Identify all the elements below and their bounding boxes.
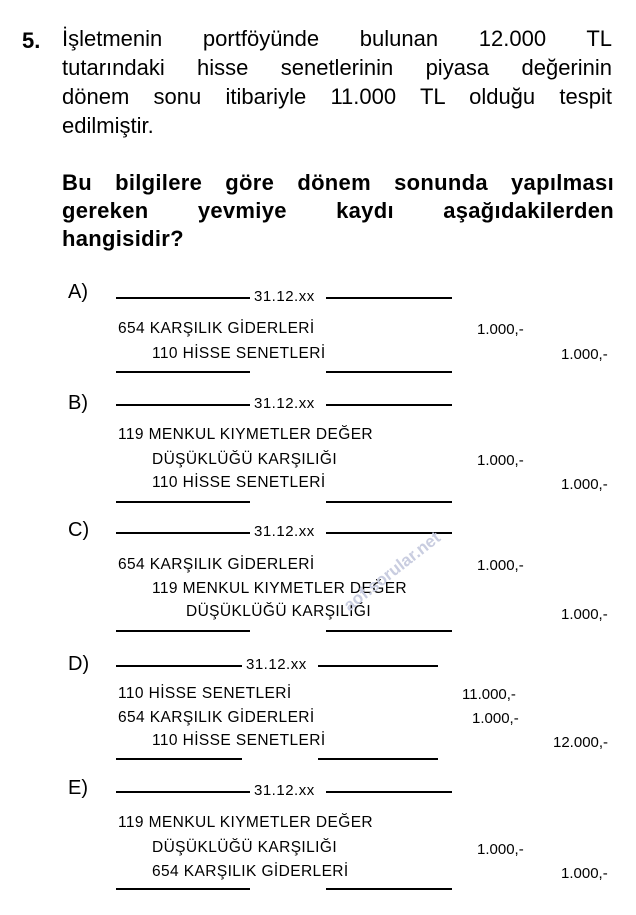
question-prompt-line-1: Bu bilgilere göre dönem sonunda yapılması — [62, 170, 614, 195]
option-d-header-rule-right — [318, 665, 438, 667]
option-b-footer-rule-left — [116, 501, 250, 503]
option-c-credit-account-line-2: DÜŞÜKLÜĞÜ KARŞILIĞI — [186, 603, 372, 620]
question-text-line-3: dönem sonu itibariyle 11.000 TL olduğu tespit — [62, 84, 612, 109]
option-e-label[interactable]: E) — [68, 777, 88, 799]
option-b-header-rule-left — [116, 404, 250, 406]
option-d-credit-account: 110 HİSSE SENETLERİ — [152, 732, 326, 749]
option-b-debit-amount: 1.000,- — [477, 452, 524, 469]
option-c-header-rule-left — [116, 532, 250, 534]
option-b-credit-amount: 1.000,- — [561, 476, 608, 493]
option-e-header-rule-left — [116, 791, 250, 793]
option-a-credit-amount: 1.000,- — [561, 346, 608, 363]
option-b-footer-rule-right — [326, 501, 452, 503]
option-e-header-rule-right — [326, 791, 452, 793]
option-a-credit-account: 110 HİSSE SENETLERİ — [152, 345, 326, 362]
option-b-debit-account-line-1: 119 MENKUL KIYMETLER DEĞER — [118, 426, 374, 443]
option-c-label[interactable]: C) — [68, 519, 90, 541]
option-d-footer-rule-left — [116, 758, 242, 760]
option-b-date: 31.12.xx — [254, 395, 315, 412]
question-number: 5. — [22, 28, 41, 53]
option-e-debit-amount: 1.000,- — [477, 841, 524, 858]
option-d-debit-amount-1: 11.000,- — [462, 686, 516, 703]
option-a-date: 31.12.xx — [254, 288, 315, 305]
option-d-debit-account-1: 110 HİSSE SENETLERİ — [118, 685, 292, 702]
option-a-label[interactable]: A) — [68, 281, 88, 303]
option-b-credit-account: 110 HİSSE SENETLERİ — [152, 474, 326, 491]
watermark: aof.sorular.net — [340, 527, 445, 615]
option-e-debit-account-line-2: DÜŞÜKLÜĞÜ KARŞILIĞI — [152, 839, 338, 856]
option-d-debit-amount-2: 1.000,- — [472, 710, 519, 727]
option-d-date: 31.12.xx — [246, 656, 307, 673]
option-a-header-rule-right — [326, 297, 452, 299]
option-c-credit-account-line-1: 119 MENKUL KIYMETLER DEĞER — [152, 580, 408, 597]
option-c-credit-amount: 1.000,- — [561, 606, 608, 623]
option-c-footer-rule-right — [326, 630, 452, 632]
option-a-debit-account: 654 KARŞILIK GİDERLERİ — [118, 320, 315, 337]
question-text-line-4: edilmiştir. — [62, 113, 154, 138]
option-e-debit-account-line-1: 119 MENKUL KIYMETLER DEĞER — [118, 814, 374, 831]
option-e-credit-amount: 1.000,- — [561, 865, 608, 882]
option-a-footer-rule-left — [116, 371, 250, 373]
option-e-credit-account: 654 KARŞILIK GİDERLERİ — [152, 863, 349, 880]
option-c-date: 31.12.xx — [254, 523, 315, 540]
question-prompt-line-3: hangisidir? — [62, 226, 184, 251]
option-d-footer-rule-right — [318, 758, 438, 760]
question-text-line-2: tutarındaki hisse senetlerinin piyasa değerinin — [62, 55, 612, 80]
option-b-debit-account-line-2: DÜŞÜKLÜĞÜ KARŞILIĞI — [152, 451, 338, 468]
option-d-debit-account-2: 654 KARŞILIK GİDERLERİ — [118, 709, 315, 726]
option-a-debit-amount: 1.000,- — [477, 321, 524, 338]
option-e-footer-rule-right — [326, 888, 452, 890]
option-d-header-rule-left — [116, 665, 242, 667]
option-d-label[interactable]: D) — [68, 653, 90, 675]
option-c-debit-amount: 1.000,- — [477, 557, 524, 574]
option-a-footer-rule-right — [326, 371, 452, 373]
option-b-label[interactable]: B) — [68, 392, 88, 414]
option-c-footer-rule-left — [116, 630, 250, 632]
question-text-line-1: İşletmenin portföyünde bulunan 12.000 TL — [62, 26, 612, 51]
option-d-credit-amount: 12.000,- — [553, 734, 609, 751]
option-c-debit-account: 654 KARŞILIK GİDERLERİ — [118, 556, 315, 573]
question-prompt-line-2: gereken yevmiye kaydı aşağıdakilerden — [62, 198, 614, 223]
option-e-footer-rule-left — [116, 888, 250, 890]
option-b-header-rule-right — [326, 404, 452, 406]
option-a-header-rule-left — [116, 297, 250, 299]
option-e-date: 31.12.xx — [254, 782, 315, 799]
